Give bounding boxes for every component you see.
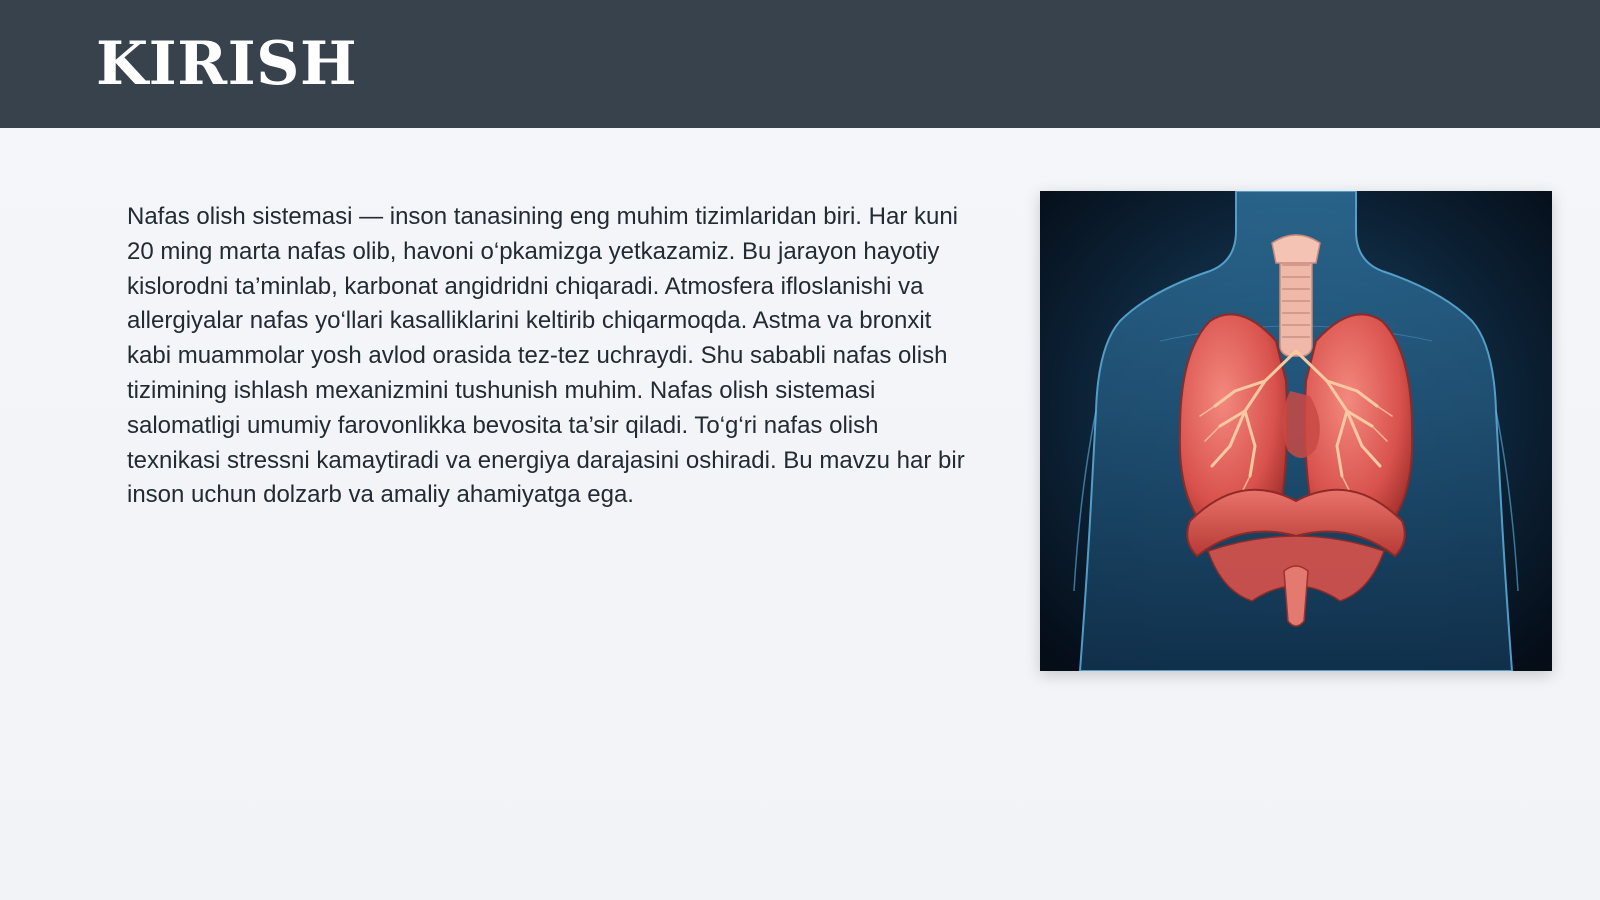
header-bar	[0, 0, 1600, 128]
slide-title: KIRISH	[96, 29, 358, 99]
body-paragraph: Nafas olish sistemasi — inson tanasining eng muhim tizimlaridan biri. Har kuni 20 ming marta nafas olib, havoni o‘pkamizga yetkazamiz. Bu jarayon hayotiy kislorodni ta’minlab, karbonat angidridni chiqaradi. Atmosfera ifloslanishi va allergiyalar nafas yo‘llari kasalliklarini keltirib chiqarmoqda. Astma va bronxit kabi muammolar yosh avlod orasida tez-tez uchraydi. Shu sababli nafas olish tizimining ishlash mexanizmini tushunish muhim. Nafas olish sistemasi salomatligi umumiy farovonlikka bevosita ta’sir qiladi. To‘g‘ri nafas olish texnikasi stressni kamaytiradi va energiya darajasini oshiradi. Bu mavzu har bir inson uchun dolzarb va amaliy ahamiyatga ega.	[127, 203, 965, 509]
respiratory-system-illustration	[1040, 191, 1552, 671]
respiratory-system-icon	[1040, 191, 1552, 671]
